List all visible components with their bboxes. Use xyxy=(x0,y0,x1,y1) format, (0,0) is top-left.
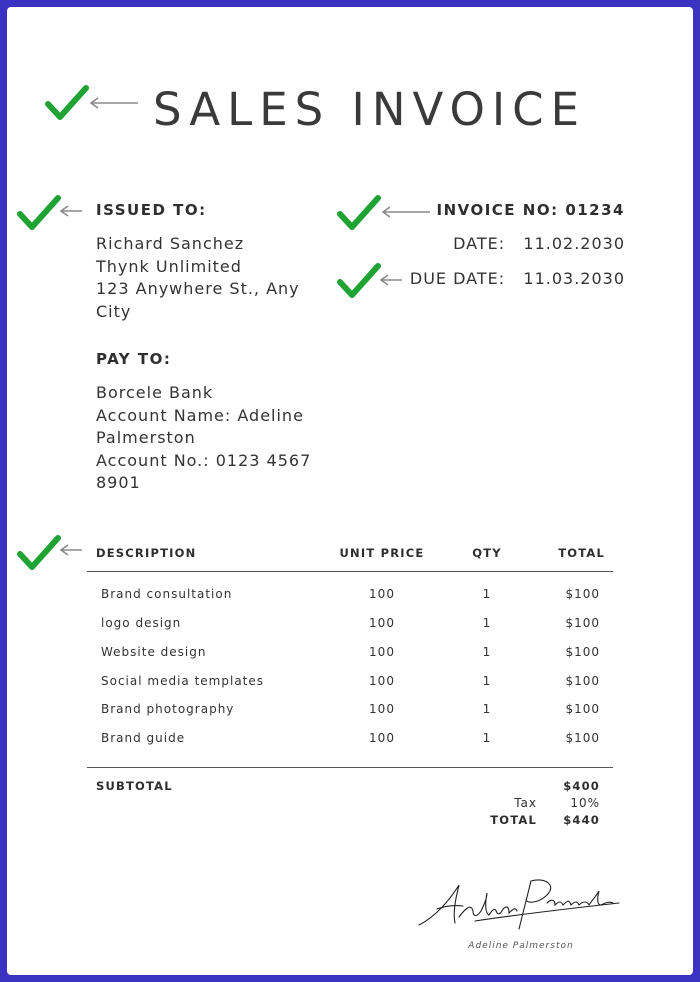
table-row xyxy=(7,587,693,616)
invoice-date xyxy=(387,234,625,253)
check-icon xyxy=(337,261,381,301)
invoice-page xyxy=(7,7,693,975)
table-header-divider xyxy=(87,571,613,572)
pay-to-line: 8901 xyxy=(96,473,141,492)
issued-to-block xyxy=(96,233,326,323)
row-unit-price: 100 xyxy=(369,674,395,688)
row-description: Brand consultation xyxy=(101,587,233,601)
issued-to-line: City xyxy=(96,301,132,321)
column-header-description: DESCRIPTION xyxy=(96,546,197,560)
invoice-due-date xyxy=(387,269,625,288)
issued-to-line: Thynk Unlimited xyxy=(96,256,242,276)
pay-to-line: Account Name: Adeline xyxy=(96,405,304,425)
total-value: $440 xyxy=(563,813,600,827)
row-description: Website design xyxy=(101,645,207,659)
check-icon xyxy=(337,193,381,233)
column-header-total: TOTAL xyxy=(558,546,605,560)
arrow-left-icon xyxy=(89,97,139,109)
pay-to-line: Palmerston xyxy=(96,428,196,447)
tax-value: 10% xyxy=(570,796,600,810)
check-icon xyxy=(17,193,61,233)
table-row xyxy=(7,731,693,760)
pay-to-line: Borcele Bank xyxy=(96,383,214,402)
invoice-number xyxy=(387,201,625,219)
row-total: $100 xyxy=(565,645,600,659)
date-label: DATE: xyxy=(453,234,506,253)
due-date-value: 11.03.2030 xyxy=(523,269,625,288)
due-date-label: DUE DATE: xyxy=(409,269,506,288)
row-unit-price: 100 xyxy=(369,616,395,630)
date-value: 11.02.2030 xyxy=(523,234,625,253)
pay-to-label: PAY TO: xyxy=(96,350,172,368)
row-total: $100 xyxy=(565,616,600,630)
check-icon xyxy=(17,533,61,573)
table-row xyxy=(7,674,693,702)
issued-to-label: ISSUED TO: xyxy=(96,201,207,219)
issued-to-line: 123 Anywhere St., Any xyxy=(96,279,300,298)
column-header-qty: QTY xyxy=(472,546,502,560)
row-description: Brand photography xyxy=(101,702,235,716)
row-unit-price: 100 xyxy=(369,731,395,745)
row-description: logo design xyxy=(101,616,182,630)
row-total: $100 xyxy=(565,731,600,745)
tax-label: Tax xyxy=(514,796,537,810)
arrow-left-icon xyxy=(59,205,83,217)
check-icon xyxy=(45,83,89,123)
row-qty: 1 xyxy=(482,731,492,745)
row-qty: 1 xyxy=(482,645,492,659)
table-row xyxy=(7,702,693,731)
signature-image xyxy=(415,873,627,937)
arrow-left-icon xyxy=(59,544,83,556)
row-unit-price: 100 xyxy=(369,645,395,659)
row-description: Brand guide xyxy=(101,731,186,745)
table-footer-divider xyxy=(87,767,613,768)
row-total: $100 xyxy=(565,587,600,601)
pay-to-block xyxy=(96,382,336,495)
invoice-number-value: 01234 xyxy=(565,201,625,219)
row-description: Social media templates xyxy=(101,674,265,688)
table-row xyxy=(7,645,693,674)
issued-to-line: Richard Sanchez xyxy=(96,234,245,253)
row-unit-price: 100 xyxy=(369,702,395,716)
row-qty: 1 xyxy=(482,616,492,630)
row-unit-price: 100 xyxy=(369,587,395,601)
table-row xyxy=(7,616,693,645)
subtotal-value: $400 xyxy=(563,779,600,793)
pay-to-line: Account No.: 0123 4567 xyxy=(96,450,312,470)
total-label: TOTAL xyxy=(490,813,537,827)
row-qty: 1 xyxy=(482,702,492,716)
page-title: SALES INVOICE xyxy=(153,83,587,136)
invoice-table-body xyxy=(7,587,693,760)
column-header-unit-price: UNIT PRICE xyxy=(339,546,425,560)
subtotal-label: SUBTOTAL xyxy=(96,779,173,793)
signature-name: Adeline Palmerston xyxy=(468,941,574,951)
row-qty: 1 xyxy=(482,587,492,601)
row-total: $100 xyxy=(565,702,600,716)
invoice-number-label: INVOICE NO: xyxy=(436,201,559,219)
row-qty: 1 xyxy=(482,674,492,688)
row-total: $100 xyxy=(565,674,600,688)
